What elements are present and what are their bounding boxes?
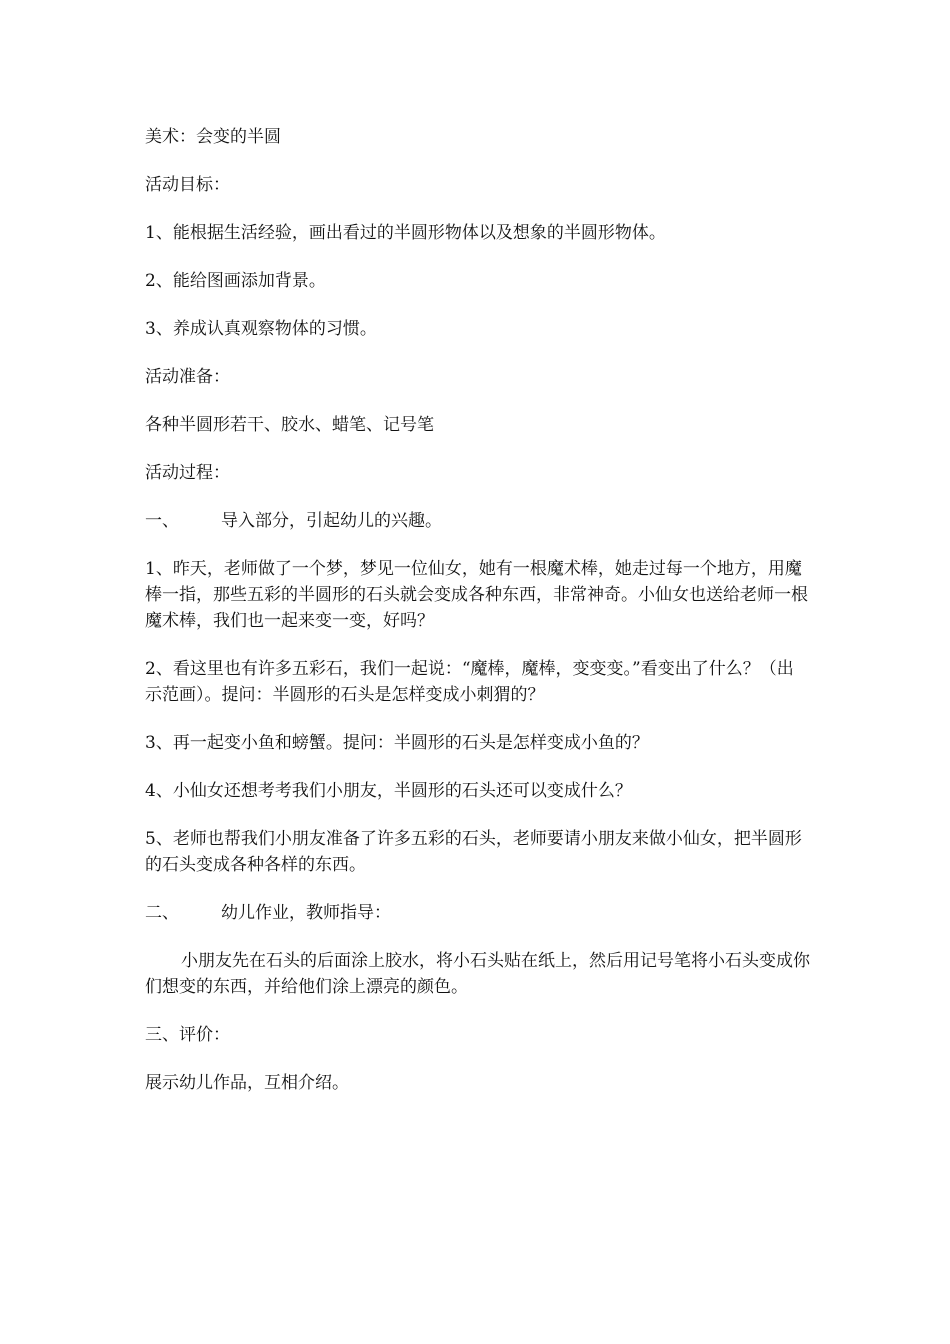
section-1-title: 导入部分，引起幼儿的兴趣。 [221, 511, 442, 531]
goals-heading: 活动目标： [145, 175, 230, 195]
document-title: 美术：会变的半圆 [145, 127, 281, 147]
process-heading: 活动过程： [145, 463, 230, 483]
section-2-number: 二、 [145, 903, 179, 923]
section-2-text: 小朋友先在石头的后面涂上胶水，将小石头贴在纸上，然后用记号笔将小石头变成你们想变的东西，并给他们涂上漂亮的颜色。 [145, 951, 810, 997]
prep-text: 各种半圆形若干、胶水、蜡笔、记号笔 [145, 415, 434, 435]
section-2-heading [145, 900, 810, 926]
document-body [145, 124, 810, 1118]
step-item: 2、看这里也有许多五彩石，我们一起说：“魔棒，魔棒，变变变。”看变出了什么？（出示范画）。提问：半圆形的石头是怎样变成小刺猬的？ [145, 659, 794, 705]
section-1-heading [145, 508, 810, 534]
step-item: 5、老师也帮我们小朋友准备了许多五彩的石头，老师要请小朋友来做小仙女，把半圆形的石头变成各种各样的东西。 [145, 829, 802, 875]
section-2-title: 幼儿作业，教师指导： [221, 903, 391, 923]
step-item: 3、再一起变小鱼和螃蟹。提问：半圆形的石头是怎样变成小鱼的？ [145, 733, 649, 753]
goal-item: 2、能给图画添加背景。 [145, 271, 326, 291]
prep-heading: 活动准备： [145, 367, 230, 387]
section-3-heading: 三、评价： [145, 1025, 230, 1045]
goal-item: 1、能根据生活经验，画出看过的半圆形物体以及想象的半圆形物体。 [145, 223, 666, 243]
section-1-number: 一、 [145, 511, 179, 531]
goal-item: 3、养成认真观察物体的习惯。 [145, 319, 377, 339]
step-item: 4、小仙女还想考考我们小朋友，半圆形的石头还可以变成什么？ [145, 781, 632, 801]
section-3-text: 展示幼儿作品，互相介绍。 [145, 1073, 349, 1093]
step-item: 1、昨天，老师做了一个梦，梦见一位仙女，她有一根魔术棒，她走过每一个地方，用魔棒一指，那些五彩的半圆形的石头就会变成各种东西，非常神奇。小仙女也送给老师一根魔术棒，我们也一起来变一变，好吗？ [145, 559, 808, 631]
